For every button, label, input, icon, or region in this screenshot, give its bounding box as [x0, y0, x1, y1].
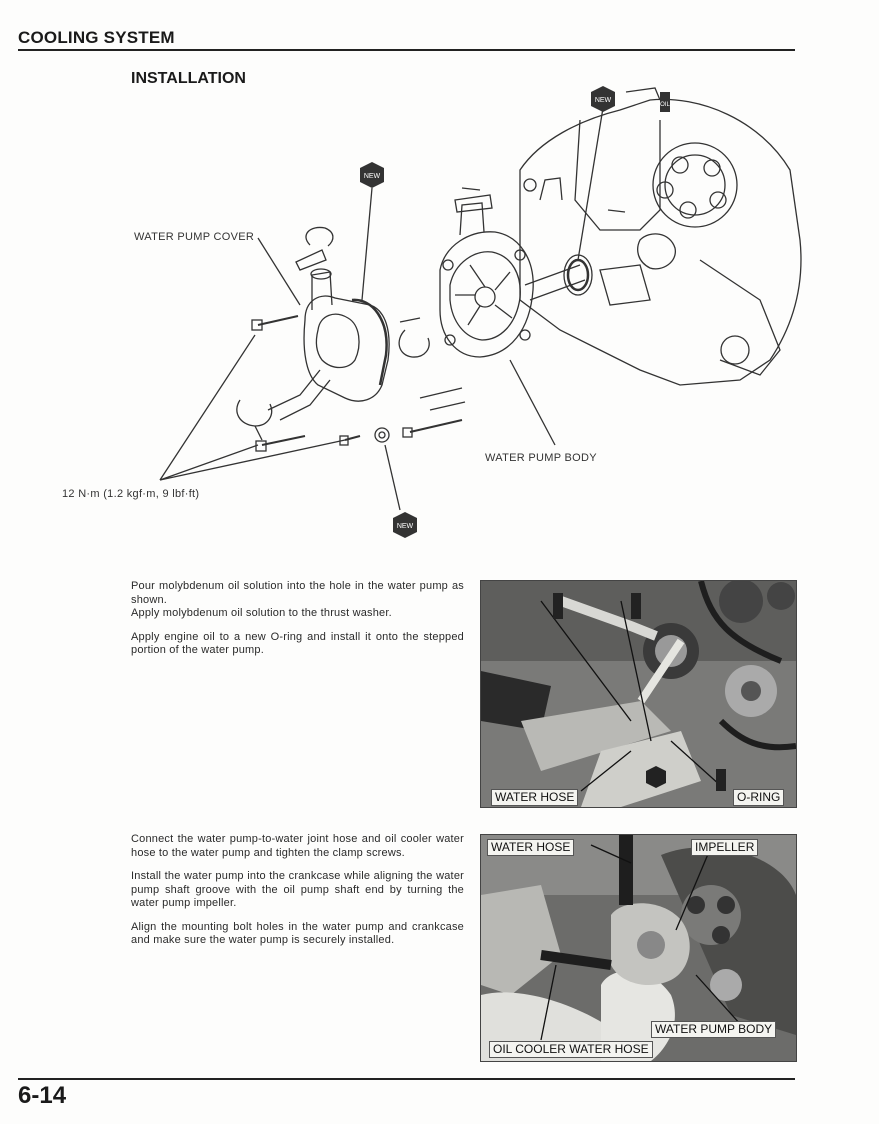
water-pump-body-label: WATER PUMP BODY — [485, 452, 597, 464]
page-number: 6-14 — [18, 1082, 67, 1109]
photo-label-water-hose: WATER HOSE — [491, 789, 578, 806]
new-badge-icon — [360, 162, 384, 188]
photo-label-water-pump-body: WATER PUMP BODY — [651, 1021, 776, 1038]
step-2-paragraph: Align the mounting bolt holes in the water pump and crankcase and make sure the water pump is securely installed. — [131, 920, 464, 946]
photo-label-o-ring: O-RING — [733, 789, 784, 806]
oil-can-icon — [660, 92, 670, 112]
step-1-instructions — [131, 580, 464, 668]
step-1-photo — [480, 580, 797, 808]
installation-heading: INSTALLATION — [131, 70, 246, 87]
water-pump-exploded-illustration — [0, 0, 879, 560]
water-pump-oring-photo — [481, 581, 796, 807]
svg-text:NEW: NEW — [594, 97, 612, 104]
photo-label-impeller: IMPELLER — [691, 839, 758, 856]
new-badge-icon — [393, 512, 417, 538]
water-pump-cover-label: WATER PUMP COVER — [134, 231, 255, 243]
svg-text:NEW: NEW — [363, 173, 381, 180]
step-2-photo — [480, 834, 797, 1062]
new-badge-icon — [591, 86, 615, 112]
svg-text:NEW: NEW — [396, 523, 414, 530]
step-2-paragraph: Connect the water pump-to-water joint hose and oil cooler water hose to the water pump and tighten the clamp screws. — [131, 833, 464, 859]
step-2-paragraph: Install the water pump into the crankcase while aligning the water pump shaft groove with the oil pump shaft end by turning the water pump impeller. — [131, 870, 464, 909]
step-1-paragraph: Pour molybdenum oil solution into the hole in the water pump as shown. — [131, 580, 464, 606]
footer-rule — [18, 1078, 795, 1080]
svg-text:OIL: OIL — [660, 102, 670, 108]
step-1-paragraph: Apply engine oil to a new O-ring and install it onto the stepped portion of the water pump. — [131, 630, 464, 656]
photo-label-oil-cooler-water-hose: OIL COOLER WATER HOSE — [489, 1041, 653, 1058]
step-2-instructions — [131, 833, 464, 958]
section-header: COOLING SYSTEM — [18, 28, 175, 47]
torque-spec-label: 12 N·m (1.2 kgf·m, 9 lbf·ft) — [62, 488, 200, 500]
exploded-diagram — [0, 0, 879, 560]
photo-label-water-hose: WATER HOSE — [487, 839, 574, 856]
step-1-paragraph: Apply molybdenum oil solution to the thrust washer. — [131, 607, 392, 619]
